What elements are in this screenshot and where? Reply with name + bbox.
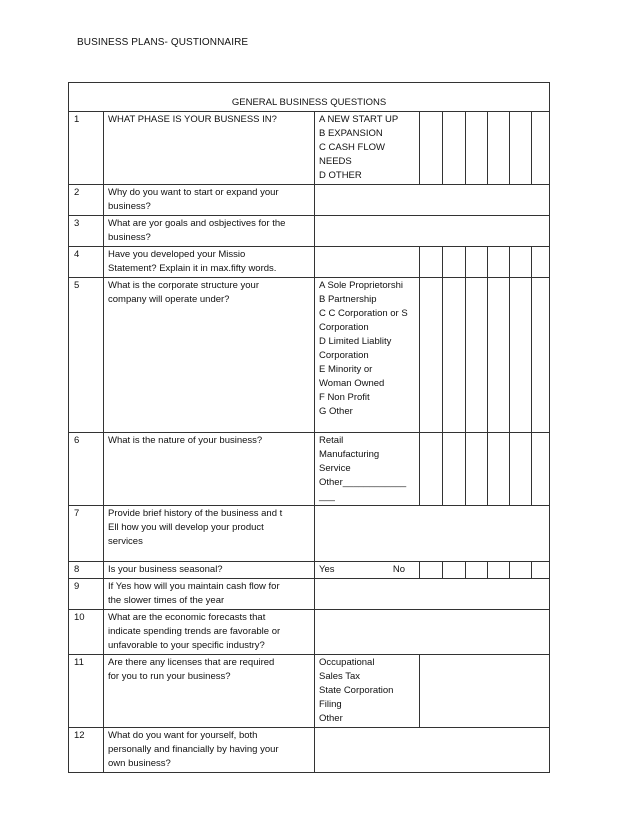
question-text: What is the corporate structure your company will operate under?: [104, 278, 315, 433]
answer-area[interactable]: [315, 610, 550, 655]
answer-cell[interactable]: [466, 562, 488, 579]
answer-cell[interactable]: [420, 562, 443, 579]
answer-cell[interactable]: [488, 112, 510, 185]
answer-cell[interactable]: [466, 112, 488, 185]
answer-options: A NEW START UP B EXPANSION C CASH FLOW NEEDS D OTHER: [315, 112, 420, 185]
question-number: 2: [69, 185, 104, 216]
answer-cell[interactable]: [488, 433, 510, 506]
question-text: If Yes how will you maintain cash flow for the slower times of the year: [104, 579, 315, 610]
question-row-9: [69, 579, 550, 610]
question-row-6: [69, 433, 550, 506]
answer-cell[interactable]: [443, 433, 466, 506]
answer-area[interactable]: [315, 579, 550, 610]
question-text: Why do you want to start or expand your business?: [104, 185, 315, 216]
question-number: 9: [69, 579, 104, 610]
question-number: 4: [69, 247, 104, 278]
question-text: WHAT PHASE IS YOUR BUSNESS IN?: [104, 112, 315, 185]
question-number: 5: [69, 278, 104, 433]
yes-option[interactable]: Yes: [319, 564, 335, 575]
question-text: Is your business seasonal?: [104, 562, 315, 579]
question-row-3: [69, 216, 550, 247]
question-number: 6: [69, 433, 104, 506]
question-text: Are there any licenses that are required for you to run your business?: [104, 655, 315, 728]
question-number: 12: [69, 728, 104, 773]
answer-cell[interactable]: [443, 112, 466, 185]
answer-cell[interactable]: [532, 278, 550, 433]
answer-options: Occupational Sales Tax State Corporation Filing Other: [315, 655, 420, 728]
answer-area[interactable]: [420, 655, 550, 728]
question-row-8: [69, 562, 550, 579]
question-row-7: [69, 506, 550, 562]
answer-options: A Sole Proprietorshi B Partnership C C Corporation or S Corporation D Limited Liablity Corporation E Minority or Woman Owned F Non Profit G Other: [315, 278, 420, 433]
answer-area[interactable]: [315, 506, 550, 562]
question-row-10: [69, 610, 550, 655]
table-title: GENERAL BUSINESS QUESTIONS: [69, 83, 550, 112]
answer-cell[interactable]: [488, 278, 510, 433]
answer-options: Retail Manufacturing Service Other____________ ___: [315, 433, 420, 506]
table-title-row: [69, 83, 550, 112]
answer-cell[interactable]: [510, 112, 532, 185]
answer-cell[interactable]: [488, 247, 510, 278]
answer-cell[interactable]: [420, 112, 443, 185]
question-row-4: [69, 247, 550, 278]
answer-cell[interactable]: [532, 247, 550, 278]
answer-area[interactable]: [315, 728, 550, 773]
answer-cell[interactable]: [532, 433, 550, 506]
question-row-12: [69, 728, 550, 773]
question-number: 3: [69, 216, 104, 247]
question-text: Have you developed your Missio Statement? Explain it in max.fifty words.: [104, 247, 315, 278]
answer-cell[interactable]: [532, 112, 550, 185]
answer-cell[interactable]: [443, 247, 466, 278]
answer-cell[interactable]: [466, 433, 488, 506]
questionnaire-table: [68, 82, 550, 773]
answer-cell[interactable]: [443, 278, 466, 433]
question-text: What do you want for yourself, both personally and financially by having your own business?: [104, 728, 315, 773]
question-row-5: [69, 278, 550, 433]
yes-no-options: [315, 562, 420, 579]
question-text: What are yor goals and osbjectives for the business?: [104, 216, 315, 247]
answer-area[interactable]: [315, 216, 550, 247]
no-option[interactable]: No: [392, 564, 405, 575]
answer-cell[interactable]: [420, 247, 443, 278]
question-number: 10: [69, 610, 104, 655]
answer-cell[interactable]: [510, 278, 532, 433]
question-number: 11: [69, 655, 104, 728]
question-number: 1: [69, 112, 104, 185]
answer-cell[interactable]: [466, 278, 488, 433]
question-text: What is the nature of your business?: [104, 433, 315, 506]
answer-cell[interactable]: [488, 562, 510, 579]
answer-cell[interactable]: [532, 562, 550, 579]
answer-cell[interactable]: [466, 247, 488, 278]
answer-cell[interactable]: [420, 278, 443, 433]
question-row-2: [69, 185, 550, 216]
answer-area[interactable]: [315, 185, 550, 216]
answer-cell[interactable]: [443, 562, 466, 579]
answer-cell[interactable]: [510, 433, 532, 506]
answer-cell[interactable]: [510, 562, 532, 579]
document-header: BUSINESS PLANS- QUSTIONNAIRE: [77, 37, 249, 48]
question-number: 7: [69, 506, 104, 562]
question-row-11: [69, 655, 550, 728]
question-row-1: [69, 112, 550, 185]
answer-cell[interactable]: [510, 247, 532, 278]
question-number: 8: [69, 562, 104, 579]
answer-cell[interactable]: [420, 433, 443, 506]
answer-area[interactable]: [315, 247, 420, 278]
question-text: Provide brief history of the business and t Ell how you will develop your product services: [104, 506, 315, 562]
question-text: What are the economic forecasts that indicate spending trends are favorable or unfavorable to your specific industry?: [104, 610, 315, 655]
